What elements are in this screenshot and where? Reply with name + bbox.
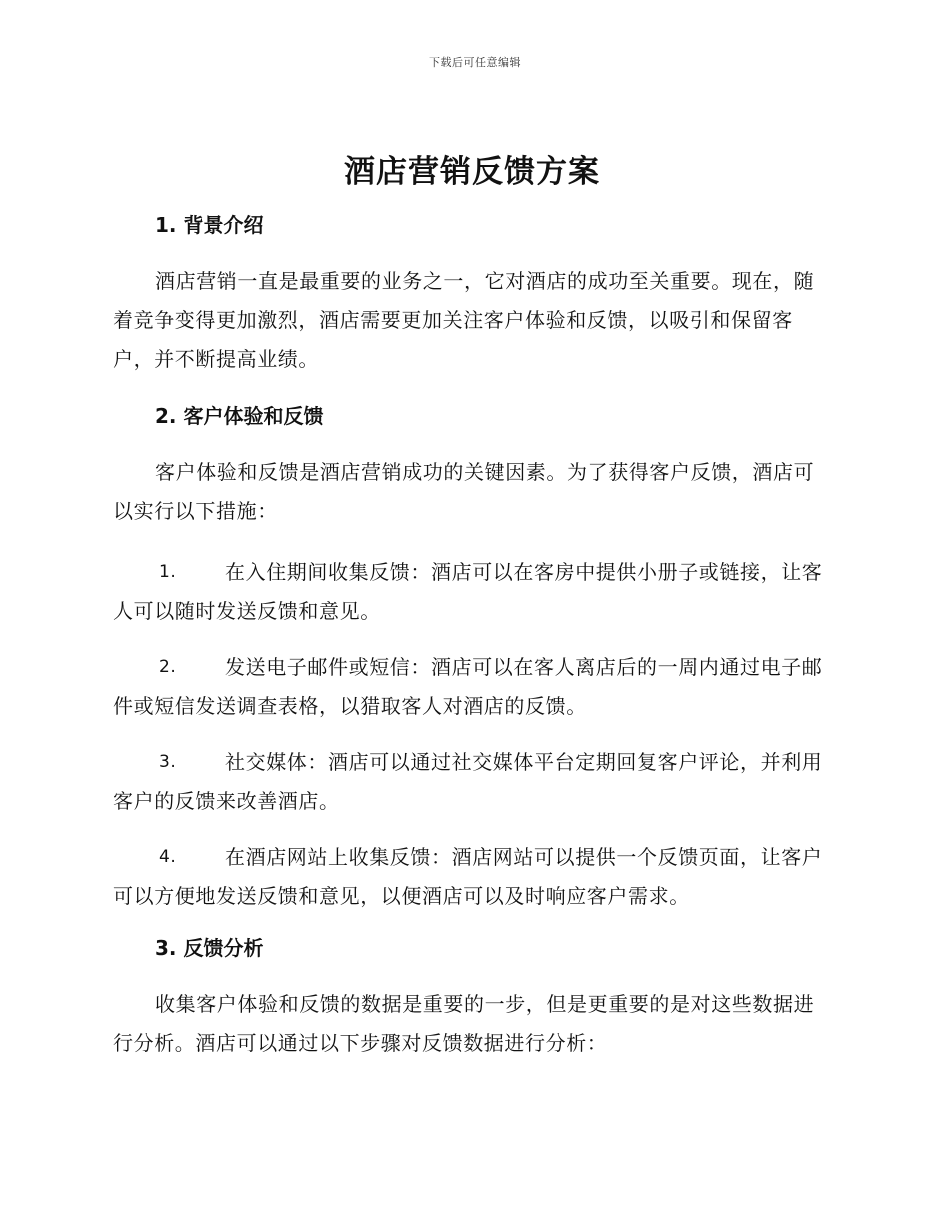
paragraph-customer-feedback: 客户体验和反馈是酒店营销成功的关键因素。为了获得客户反馈，酒店可以实行以下措施：	[113, 460, 815, 523]
list-text: 发送电子邮件或短信：酒店可以在客人离店后的一周内通过电子邮件或短信发送调查表格，以猎取客人对酒店的反馈。	[113, 655, 823, 718]
list-number: 2.	[159, 657, 177, 677]
document-content	[113, 150, 831, 1085]
list-item	[113, 838, 831, 916]
paragraph-feedback-analysis: 收集客户体验和反馈的数据是重要的一步，但是更重要的是对这些数据进行分析。酒店可以通过以下步骤对反馈数据进行分析：	[113, 992, 815, 1055]
section-heading-customer-feedback: 2. 客户体验和反馈	[155, 404, 324, 428]
list-number: 3.	[159, 752, 177, 772]
paragraph-background: 酒店营销一直是最重要的业务之一，它对酒店的成功至关重要。现在，随着竞争变得更加激烈，酒店需要更加关注客户体验和反馈，以吸引和保留客户，并不断提高业绩。	[113, 269, 815, 371]
list-text: 在入住期间收集反馈：酒店可以在客房中提供小册子或链接，让客人可以随时发送反馈和意见。	[113, 560, 823, 623]
list-item	[113, 648, 831, 726]
section-heading-background: 1. 背景介绍	[155, 213, 264, 237]
list-item	[113, 743, 831, 821]
list-text: 在酒店网站上收集反馈：酒店网站可以提供一个反馈页面，让客户可以方便地发送反馈和意见，以便酒店可以及时响应客户需求。	[113, 845, 823, 908]
list-number: 1.	[159, 562, 177, 582]
list-number: 4.	[159, 847, 177, 867]
header-note: 下载后可任意编辑	[429, 56, 521, 69]
document-title: 酒店营销反馈方案	[344, 154, 600, 190]
list-text: 社交媒体：酒店可以通过社交媒体平台定期回复客户评论，并利用客户的反馈来改善酒店。	[113, 750, 823, 813]
section-heading-feedback-analysis: 3. 反馈分析	[155, 936, 264, 960]
list-item	[113, 553, 831, 631]
